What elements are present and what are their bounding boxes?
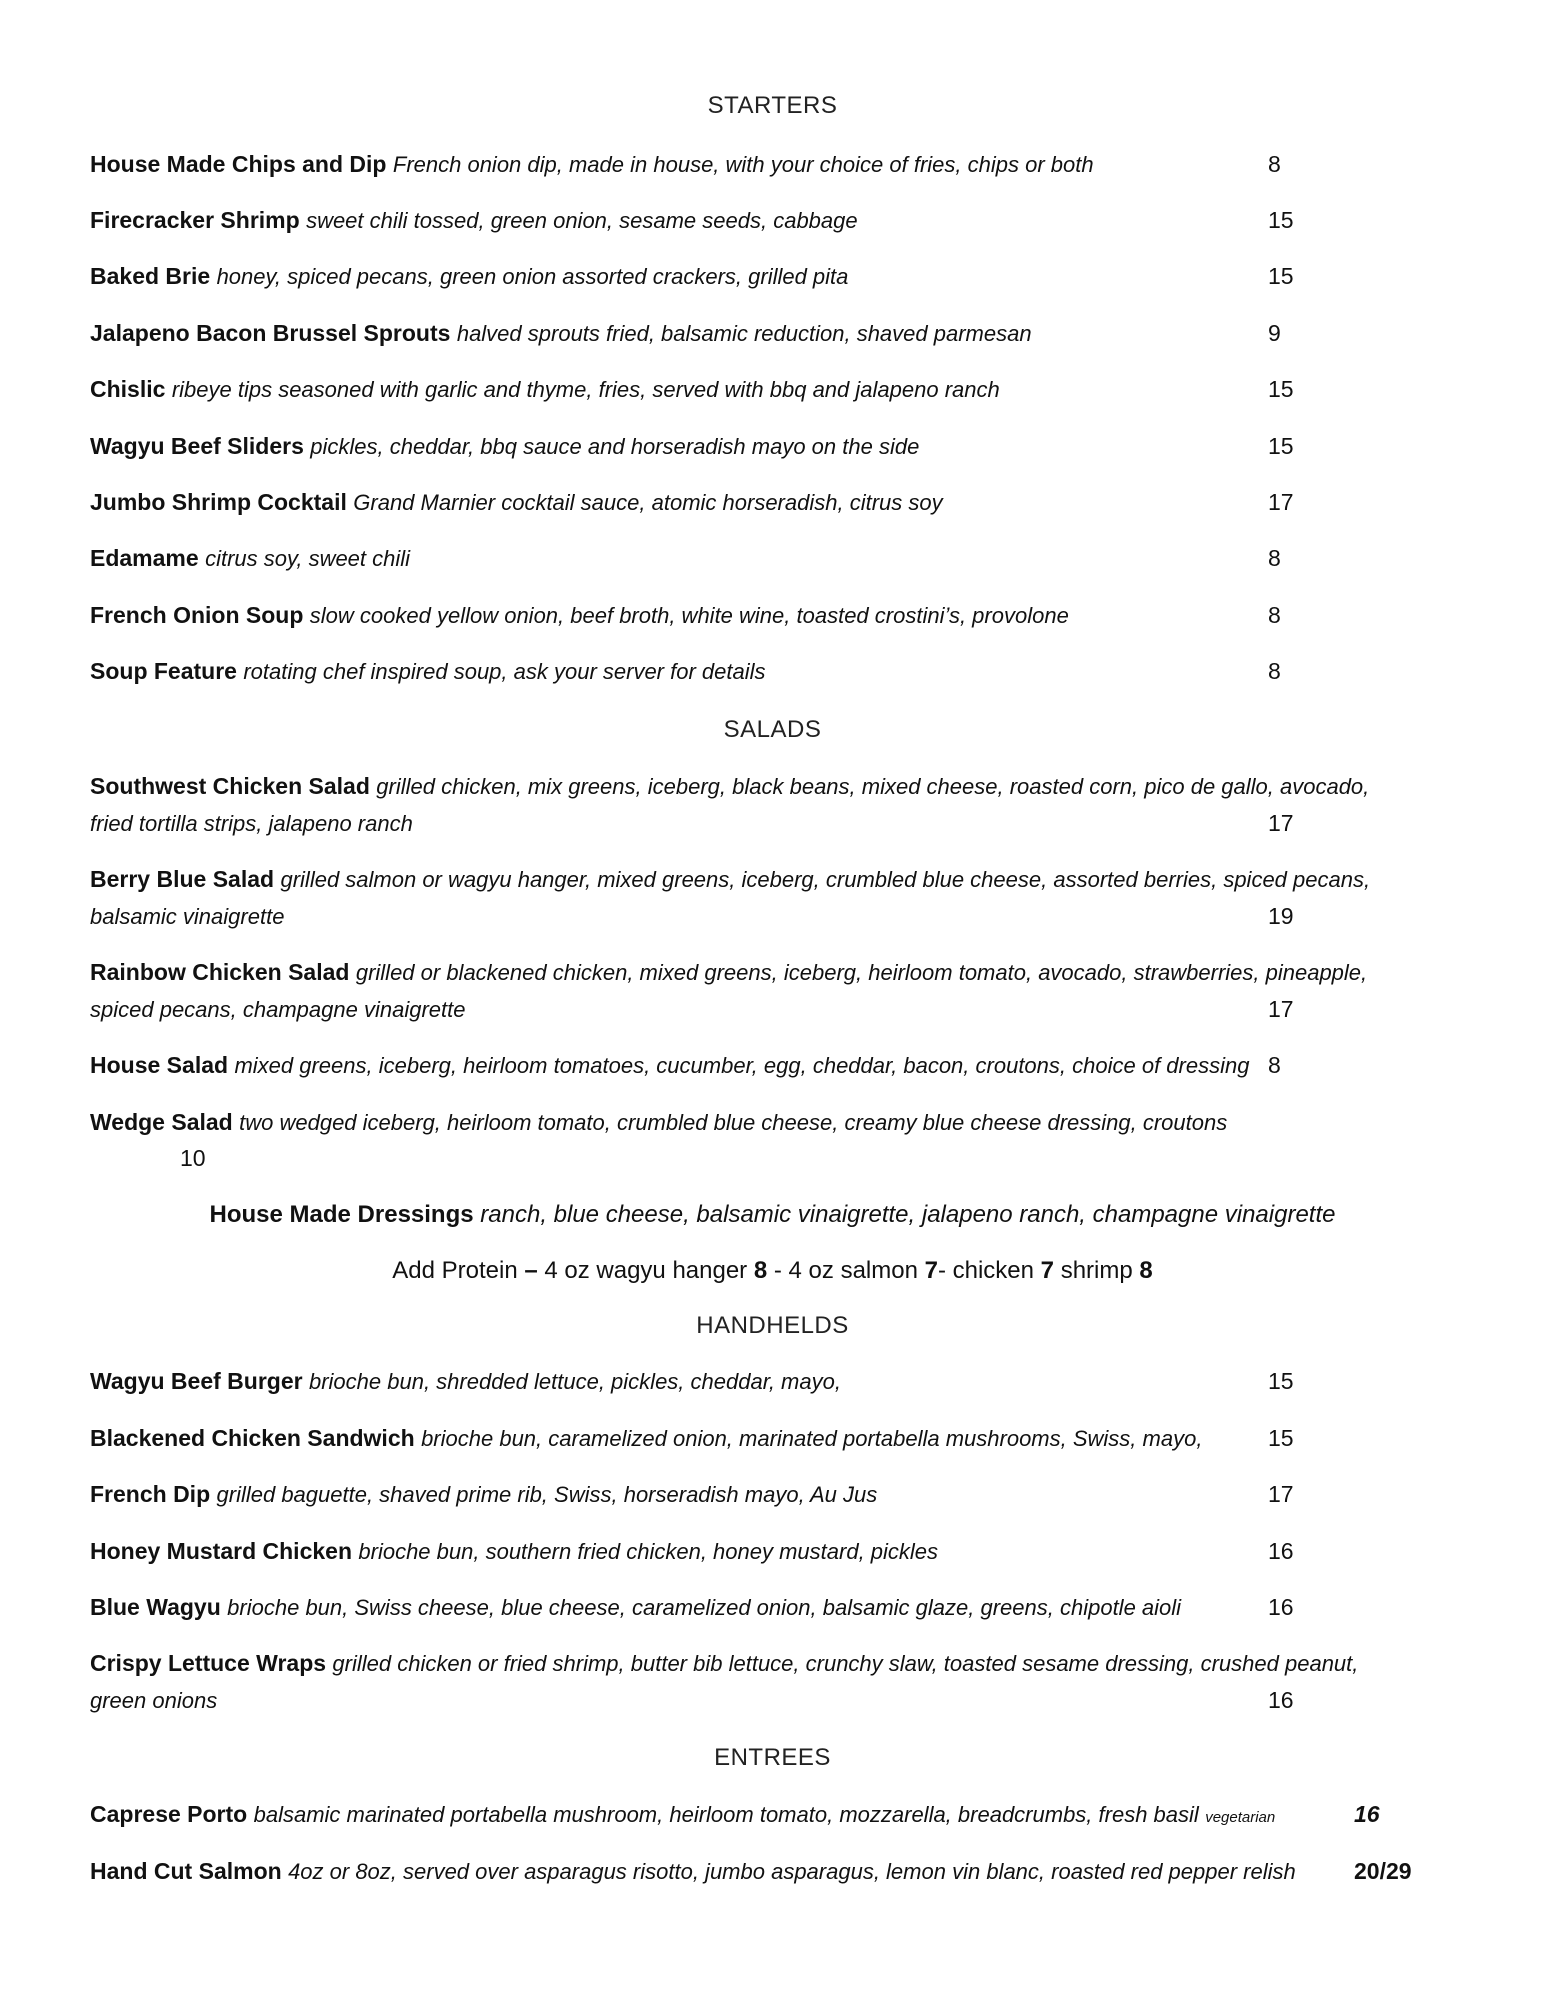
item-price: 17 (1268, 1481, 1294, 1507)
menu-item (90, 1420, 1460, 1457)
item-name: House Made Chips and Dip (90, 151, 387, 177)
protein-text: - 4 oz salmon (767, 1257, 925, 1284)
item-name: Baked Brie (90, 263, 211, 289)
protein-text: shrimp (1054, 1257, 1140, 1284)
item-price: 8 (1268, 1052, 1281, 1078)
item-name: Jumbo Shrimp Cocktail (90, 489, 347, 515)
menu-item (90, 1589, 1460, 1626)
item-name: Firecracker Shrimp (90, 207, 300, 233)
item-name: Southwest Chicken Salad (90, 773, 370, 799)
menu-item (90, 371, 1460, 408)
item-name: House Salad (90, 1052, 229, 1078)
item-desc: pickles, cheddar, bbq sauce and horseradish mayo on the side (310, 434, 920, 459)
item-price: 15 (1268, 207, 1294, 233)
menu-item (90, 484, 1460, 521)
protein-dash: – (524, 1257, 538, 1284)
menu-item (90, 258, 1460, 295)
protein-price: 7 (1040, 1257, 1055, 1284)
section-heading-entrees: ENTREES (714, 1744, 831, 1771)
item-price: 8 (1268, 602, 1281, 628)
item-price: 17 (1268, 489, 1294, 515)
menu-item (90, 597, 1460, 634)
item-desc: grilled or blackened chicken, mixed greens, iceberg, heirloom tomato, avocado, strawberries, pineapple, (355, 960, 1368, 985)
item-name: Chislic (90, 376, 166, 402)
menu-item (90, 315, 1460, 352)
house-dressings (0, 1196, 1545, 1233)
menu-item (90, 1796, 1460, 1836)
item-desc: two wedged iceberg, heirloom tomato, crumbled blue cheese, creamy blue cheese dressing, croutons (239, 1110, 1228, 1135)
protein-price: 8 (753, 1257, 768, 1284)
section-heading-starters: STARTERS (707, 92, 838, 119)
menu-item (90, 1533, 1460, 1570)
menu-item (90, 1363, 1460, 1400)
dressings-desc: ranch, blue cheese, balsamic vinaigrette, jalapeno ranch, champagne vinaigrette (480, 1201, 1336, 1228)
item-desc: brioche bun, Swiss cheese, blue cheese, caramelized onion, balsamic glaze, greens, chipotle aioli (227, 1595, 1182, 1620)
item-desc: 4oz or 8oz, served over asparagus risotto, jumbo asparagus, lemon vin blanc, roasted red pepper relish (288, 1859, 1296, 1884)
item-price: 16 (1354, 1801, 1380, 1827)
item-price: 15 (1268, 1425, 1294, 1451)
dressings-label: House Made Dressings (209, 1201, 474, 1228)
menu-item (90, 202, 1460, 239)
item-name: Blackened Chicken Sandwich (90, 1425, 415, 1451)
item-desc: slow cooked yellow onion, beef broth, white wine, toasted crostini’s, provolone (309, 603, 1069, 628)
item-desc-continued: fried tortilla strips, jalapeno ranch (90, 811, 413, 836)
item-name: French Onion Soup (90, 602, 304, 628)
item-desc: grilled chicken or fried shrimp, butter bib lettuce, crunchy slaw, toasted sesame dressing, crushed peanut, (332, 1651, 1359, 1676)
item-name: Blue Wagyu (90, 1594, 221, 1620)
item-name: Berry Blue Salad (90, 866, 275, 892)
protein-price: 7 (924, 1257, 938, 1284)
item-price: 16 (1268, 1594, 1294, 1620)
item-price: 9 (1268, 320, 1281, 346)
item-price: 17 (1268, 996, 1294, 1022)
item-price: 15 (1268, 1368, 1294, 1394)
item-desc: sweet chili tossed, green onion, sesame seeds, cabbage (306, 208, 858, 233)
item-price: 16 (1268, 1538, 1294, 1564)
item-desc: honey, spiced pecans, green onion assorted crackers, grilled pita (216, 264, 849, 289)
item-price: 16 (1268, 1687, 1294, 1713)
menu-item (90, 1476, 1460, 1513)
vegetarian-tag: vegetarian (1205, 1809, 1276, 1826)
item-name: Edamame (90, 545, 199, 571)
item-name: Caprese Porto (90, 1801, 248, 1827)
item-name: Jalapeno Bacon Brussel Sprouts (90, 320, 451, 346)
item-desc: grilled baguette, shaved prime rib, Swiss, horseradish mayo, Au Jus (216, 1482, 878, 1507)
item-desc: grilled chicken, mix greens, iceberg, black beans, mixed cheese, roasted corn, pico de gallo, avocado, (376, 774, 1370, 799)
menu-item (90, 428, 1460, 465)
item-desc: Grand Marnier cocktail sauce, atomic horseradish, citrus soy (353, 490, 943, 515)
item-price: 10 (180, 1145, 206, 1171)
item-price: 8 (1268, 545, 1281, 571)
protein-price: 8 (1139, 1257, 1153, 1284)
item-desc: ribeye tips seasoned with garlic and thyme, fries, served with bbq and jalapeno ranch (171, 377, 1000, 402)
item-price: 15 (1268, 263, 1294, 289)
item-price: 17 (1268, 810, 1294, 836)
add-protein-line (0, 1252, 1545, 1289)
item-price: 20/29 (1354, 1858, 1412, 1884)
menu-item (90, 146, 1460, 183)
menu-item (90, 1047, 1460, 1084)
menu-item (90, 540, 1460, 577)
menu-item (90, 1853, 1460, 1890)
item-desc: grilled salmon or wagyu hanger, mixed greens, iceberg, crumbled blue cheese, assorted berries, spiced pecans, (280, 867, 1371, 892)
item-name: Wedge Salad (90, 1109, 233, 1135)
item-name: French Dip (90, 1481, 211, 1507)
item-price: 19 (1268, 903, 1294, 929)
item-name: Wagyu Beef Sliders (90, 433, 304, 459)
item-name: Hand Cut Salmon (90, 1858, 282, 1884)
item-price: 8 (1268, 658, 1281, 684)
item-desc: rotating chef inspired soup, ask your server for details (243, 659, 766, 684)
item-name: Soup Feature (90, 658, 237, 684)
item-name: Honey Mustard Chicken (90, 1538, 352, 1564)
protein-text: 4 oz wagyu hanger (537, 1257, 754, 1284)
item-price: 15 (1268, 376, 1294, 402)
item-desc-continued: spiced pecans, champagne vinaigrette (90, 997, 466, 1022)
protein-text: Add Protein (392, 1257, 525, 1284)
menu-item (90, 1645, 1460, 1719)
item-desc: brioche bun, shredded lettuce, pickles, cheddar, mayo, (308, 1369, 841, 1394)
section-heading-handhelds: HANDHELDS (696, 1312, 849, 1339)
item-desc-continued: balsamic vinaigrette (90, 904, 285, 929)
item-name: Wagyu Beef Burger (90, 1368, 303, 1394)
item-name: Crispy Lettuce Wraps (90, 1650, 327, 1676)
item-desc: balsamic marinated portabella mushroom, heirloom tomato, mozzarella, breadcrumbs, fresh basil (253, 1802, 1199, 1827)
item-desc: mixed greens, iceberg, heirloom tomatoes, cucumber, egg, cheddar, bacon, croutons, choice of dressing (234, 1053, 1250, 1078)
menu-item (90, 954, 1460, 1028)
item-price: 15 (1268, 433, 1294, 459)
menu-item (90, 768, 1460, 842)
menu-item (90, 1104, 1460, 1141)
section-heading-salads: SALADS (723, 716, 822, 743)
menu-item (90, 653, 1460, 690)
item-price: 8 (1268, 151, 1281, 177)
item-desc: brioche bun, caramelized onion, marinated portabella mushrooms, Swiss, mayo, (421, 1426, 1203, 1451)
protein-text: - chicken (937, 1257, 1041, 1284)
menu-item (90, 861, 1460, 935)
item-name: Rainbow Chicken Salad (90, 959, 350, 985)
item-desc: brioche bun, southern fried chicken, honey mustard, pickles (358, 1539, 939, 1564)
item-desc: French onion dip, made in house, with your choice of fries, chips or both (392, 152, 1094, 177)
item-desc: halved sprouts fried, balsamic reduction, shaved parmesan (456, 321, 1032, 346)
item-desc-continued: green onions (90, 1688, 218, 1713)
item-desc: citrus soy, sweet chili (205, 546, 411, 571)
